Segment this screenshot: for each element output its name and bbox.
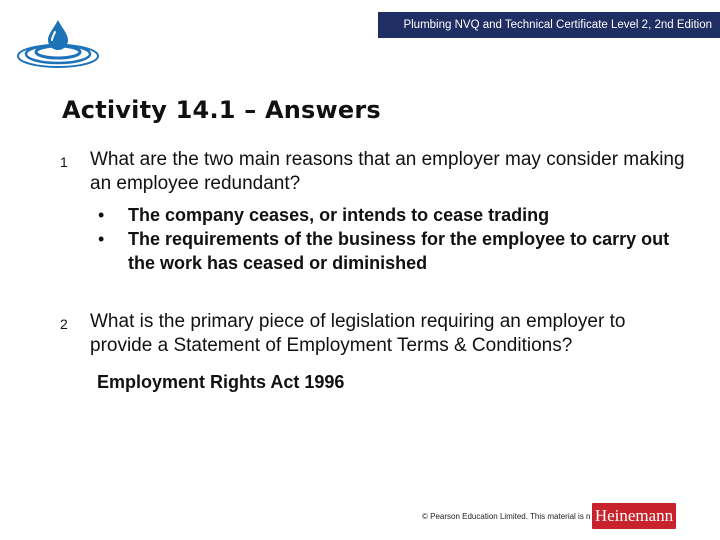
question-text: What is the primary piece of legislation requiring an employer to provide a Statement of Employment Terms & Conditions? — [90, 311, 626, 356]
water-drop-ripple-icon — [16, 18, 100, 68]
question-number: 1 — [60, 154, 68, 170]
question-number: 2 — [60, 316, 68, 332]
answer-list — [98, 203, 678, 275]
course-title-bar — [378, 12, 720, 38]
answer-text: The company ceases, or intends to cease trading — [128, 205, 550, 225]
page-title: Activity 14.1 – Answers — [62, 96, 381, 124]
answer-item — [98, 203, 678, 227]
question-text: What are the two main reasons that an employer may consider making an employee redundant? — [90, 149, 685, 194]
answer-text: The requirements of the business for the employee to carry out the work has ceased or diminished — [128, 229, 670, 273]
bullet-marker: • — [98, 229, 105, 249]
publisher-logo: Heinemann — [592, 503, 676, 529]
answer-item — [98, 227, 678, 275]
answer-text: Employment Rights Act 1996 — [97, 372, 345, 392]
bullet-marker: • — [98, 205, 105, 225]
course-title: Plumbing NVQ and Technical Certificate Level 2, 2nd Edition — [403, 19, 712, 31]
copyright-notice: © Pearson Education Limited. This material is n — [422, 512, 591, 521]
